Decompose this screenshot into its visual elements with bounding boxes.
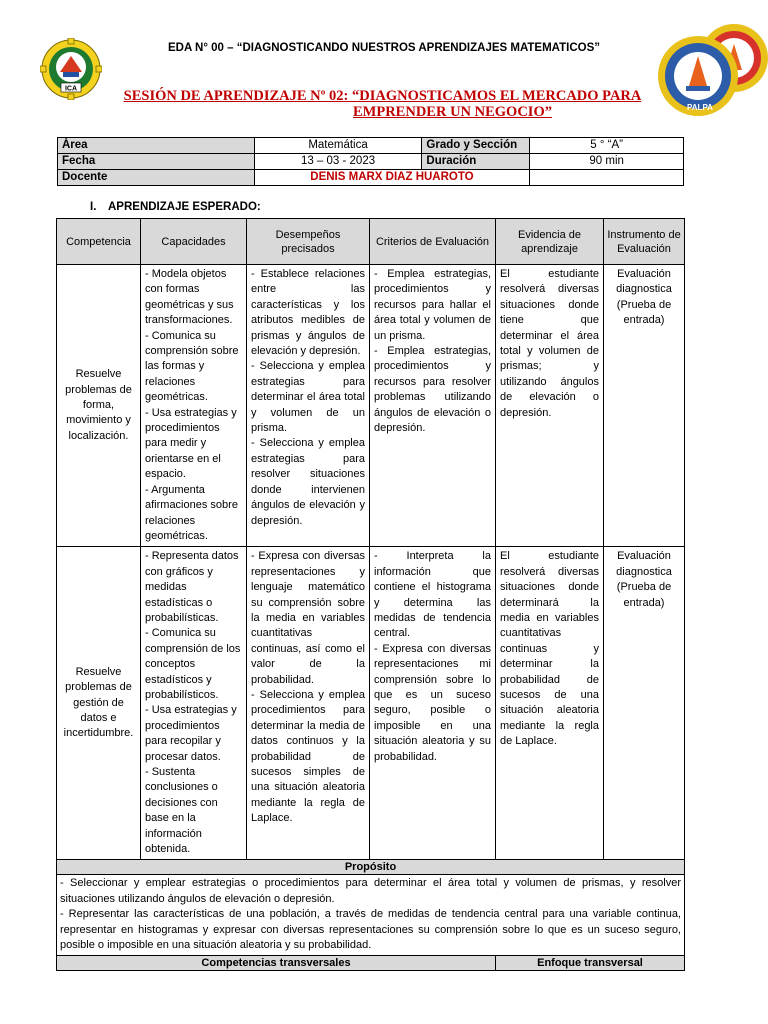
evidencia-cell: El estudiante resolverá diversas situaciones donde tiene que determinar el área total y volumen de prismas; y utilizando ángulos de elevación o depresión. — [496, 265, 604, 547]
desempenos-cell — [247, 547, 370, 860]
list-item: - Representa datos con gráficos y medidas estadísticas o probabilísticas. — [145, 550, 239, 624]
info-row-fecha — [58, 154, 684, 170]
criterios-cell — [370, 547, 496, 860]
logo-right-text: PALPA — [687, 103, 713, 112]
header-criterios: Criterios de Evaluación — [370, 219, 496, 265]
criterios-cell — [370, 265, 496, 547]
table-row — [57, 547, 685, 860]
enfoque-transversal-label: Enfoque transversal — [496, 955, 685, 970]
list-item: - Selecciona y emplea estrategias para resolver situaciones donde intervienen ángulos de elevación y depresión. — [251, 437, 365, 527]
grado-label: Grado y Sección — [422, 138, 530, 154]
list-item: - Comunica su comprensión sobre las formas y relaciones geométricas. — [145, 329, 239, 404]
header-competencia: Competencia — [57, 219, 141, 265]
instrumento-cell: Evaluación diagnostica (Prueba de entrada) — [604, 547, 685, 860]
header-evidencia: Evidencia de aprendizaje — [496, 219, 604, 265]
logo-left-text: ICA — [64, 85, 78, 93]
capacidades-cell — [141, 547, 247, 860]
competencia-cell: Resuelve problemas de forma, movimiento y localización. — [57, 265, 141, 547]
proposito-body-row — [57, 875, 685, 956]
evidencia-cell: El estudiante resolverá diversas situaciones donde determinará la media en variables cuantitativas continuas y determinar la probabilidad de sucesos de una situación aleatoria mediante la regla de Laplace. — [496, 547, 604, 860]
learning-table — [56, 218, 685, 971]
eda-title: EDA N° 00 – “DIAGNOSTICANDO NUESTROS APRENDIZAJES MATEMATICOS” — [167, 42, 601, 54]
info-row-area — [58, 138, 684, 154]
session-title-line2: EMPRENDER UN NEGOCIO” — [353, 104, 552, 120]
proposito-item: - Seleccionar y emplear estrategias o procedimientos para determinar el área total y volumen de prismas, y resolver situaciones utilizando ángulos de elevación o depresión. — [60, 877, 681, 905]
area-label: Área — [58, 138, 255, 154]
school-logo-left — [40, 38, 102, 100]
capacidades-cell — [141, 265, 247, 547]
section-title: APRENDIZAJE ESPERADO: — [108, 201, 261, 213]
docente-empty — [530, 170, 684, 186]
fecha-value: 13 – 03 - 2023 — [254, 154, 422, 170]
list-item: - Interpreta la información que contiene el histograma y determina las medidas de tendencia central. — [374, 550, 491, 640]
fecha-label: Fecha — [58, 154, 255, 170]
proposito-header-row — [57, 860, 685, 875]
session-title-line1: SESIÓN DE APRENDIZAJE Nº 02: “DIAGNOSTICAMOS EL MERCADO PARA — [123, 88, 642, 104]
competencias-transversales-label: Competencias transversales — [57, 955, 496, 970]
list-item: - Sustenta conclusiones o decisiones con base en la información obtenida. — [145, 766, 218, 856]
duracion-label: Duración — [422, 154, 530, 170]
session-title — [110, 88, 655, 120]
header-instrumento: Instrumento de Evaluación — [604, 219, 685, 265]
desempenos-cell — [247, 265, 370, 547]
docente-label: Docente — [58, 170, 255, 186]
list-item: - Expresa con diversas representaciones mi comprensión sobre lo que es un suceso seguro, posible o imposible en una situación aleatoria y su probabilidad. — [374, 642, 491, 763]
list-item: - Emplea estrategias, procedimientos y recursos para resolver problemas utilizando ángulos de elevación o depresión. — [374, 345, 491, 435]
list-item: - Usa estrategias y procedimientos para recopilar y procesar datos. — [145, 704, 237, 763]
header-desempenos: Desempeños precisados — [247, 219, 370, 265]
grado-value: 5 ° “A” — [530, 138, 684, 154]
list-item: - Selecciona y emplea estrategias para determinar el área total y volumen de un prisma. — [251, 360, 365, 435]
list-item: - Modela objetos con formas geométricas y sus transformaciones. — [145, 268, 234, 327]
section-number: I. — [90, 201, 97, 213]
list-item: - Argumenta afirmaciones sobre relaciones geométricas. — [145, 483, 238, 542]
list-item: - Usa estrategias y procedimientos para medir y orientarse en el espacio. — [145, 406, 237, 481]
area-value: Matemática — [254, 138, 422, 154]
table-row — [57, 265, 685, 547]
docente-value: DENIS MARX DIAZ HUAROTO — [254, 170, 530, 186]
info-row-docente — [58, 170, 684, 186]
info-table — [57, 137, 684, 186]
proposito-title: Propósito — [57, 860, 685, 875]
list-item: - Establece relaciones entre las características y los atributos medibles de prismas y ángulos de elevación y depresión. — [251, 268, 365, 358]
list-item: - Selecciona y emplea procedimientos para determinar la media de datos continuos y la probabilidad de sucesos simples de una situación aleatoria mediante la regla de Laplace. — [251, 688, 365, 825]
school-logo-right — [656, 18, 768, 118]
proposito-item: - Representar las características de una población, a través de medidas de tendencia central para una variable continua, representar en histogramas y expresar con diversas representaciones su comprensión sobre lo que es un suceso seguro, posible o imposible en una situación aleatoria y su probabilidad. — [60, 908, 681, 952]
instrumento-cell: Evaluación diagnostica (Prueba de entrada) — [604, 265, 685, 547]
table-header-row — [57, 219, 685, 265]
header-capacidades: Capacidades — [141, 219, 247, 265]
proposito-text — [57, 875, 685, 956]
list-item: - Comunica su comprensión de los conceptos estadísticos y probabilísticos. — [145, 627, 241, 701]
transversal-header-row — [57, 955, 685, 970]
section-heading — [80, 201, 261, 213]
list-item: - Expresa con diversas representaciones y lenguaje matemático su comprensión sobre la media en variables cuantitativas continuas, así como el valor de la probabilidad. — [251, 550, 365, 686]
competencia-cell: Resuelve problemas de gestión de datos e incertidumbre. — [57, 547, 141, 860]
list-item: - Emplea estrategias, procedimientos y recursos para hallar el área total y volumen de un prisma. — [374, 268, 491, 342]
duracion-value: 90 min — [530, 154, 684, 170]
